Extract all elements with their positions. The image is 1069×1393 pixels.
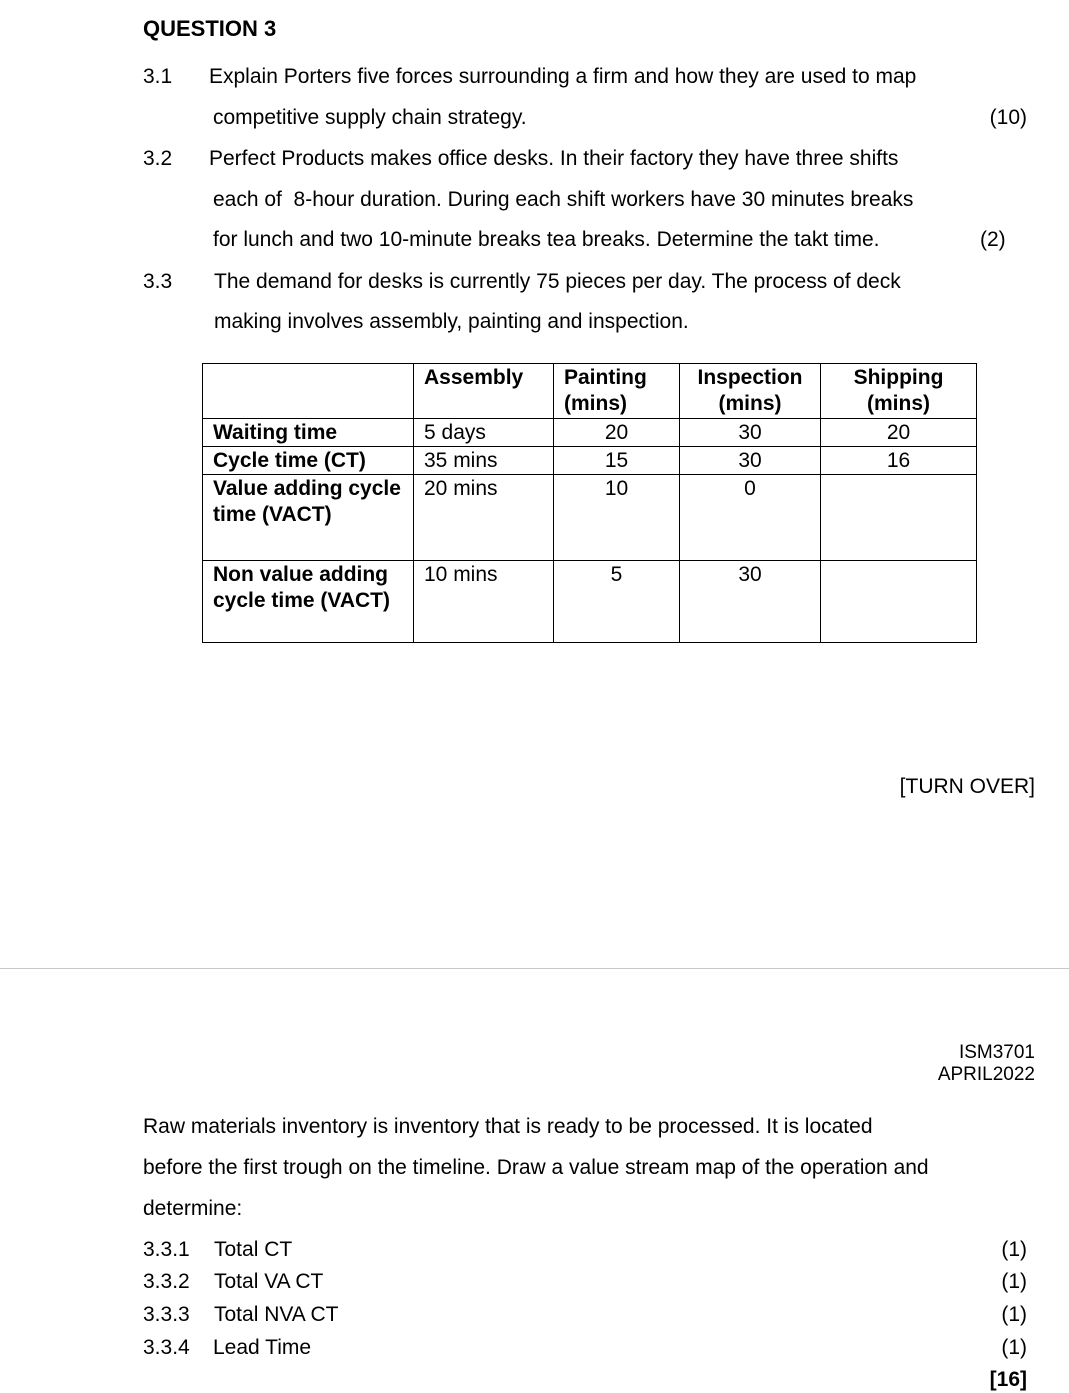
table-header-cell [203, 364, 414, 419]
question-3-1-line-2: competitive supply chain strategy. [213, 106, 527, 129]
question-3-3-line-2: making involves assembly, painting and inspection. [214, 310, 689, 333]
subquestion-text: Lead Time [213, 1336, 312, 1359]
subquestion-text: Total CT [214, 1238, 293, 1261]
subquestion-marks: (1) [1001, 1270, 1027, 1293]
question-3-2-marks: (2) [980, 228, 1006, 251]
question-3-1-marks: (10) [989, 106, 1027, 129]
table-cell: 20 [821, 419, 977, 447]
question-3-2-line-2: each of 8-hour duration. During each shift workers have 30 minutes breaks [213, 188, 914, 211]
row-label: Value adding cycle time (VACT) [203, 475, 414, 561]
subquestion-text: Total VA CT [214, 1270, 324, 1293]
table-row [203, 475, 977, 561]
table-cell: 30 [680, 419, 821, 447]
table-row [203, 419, 977, 447]
row-label: Waiting time [203, 419, 414, 447]
table-row [203, 447, 977, 475]
row-label: Non value adding cycle time (VACT) [203, 561, 414, 643]
question-number-3-2: 3.2 [143, 147, 173, 170]
turn-over-label: [TURN OVER] [899, 775, 1035, 798]
subquestion-marks: (1) [1001, 1336, 1027, 1359]
subquestion-number: 3.3.2 [143, 1270, 190, 1293]
question-3-2-line-1: Perfect Products makes office desks. In their factory they have three shifts [209, 147, 899, 170]
subquestion-text: Total NVA CT [214, 1303, 339, 1326]
question-number-3-1: 3.1 [143, 65, 173, 88]
table-header-cell: Inspection (mins) [680, 364, 821, 419]
page-divider [0, 968, 1069, 969]
question-3-2-line-3: for lunch and two 10-minute breaks tea breaks. Determine the takt time. [213, 228, 880, 251]
table-cell: 15 [554, 447, 680, 475]
question-3-3-line-1: The demand for desks is currently 75 pieces per day. The process of deck [214, 270, 901, 293]
question-3-1-line-1: Explain Porters five forces surrounding a firm and how they are used to map [209, 65, 917, 88]
table-cell: 20 mins [414, 475, 554, 561]
table-cell [821, 561, 977, 643]
table-header-row [203, 364, 977, 419]
exam-date: APRIL2022 [937, 1064, 1035, 1085]
continuation-line-3: determine: [143, 1197, 243, 1220]
table-header-cell: Shipping (mins) [821, 364, 977, 419]
course-code: ISM3701 [958, 1042, 1035, 1063]
table-cell: 0 [680, 475, 821, 561]
table-cell: 5 days [414, 419, 554, 447]
table-cell: 10 mins [414, 561, 554, 643]
subquestion-number: 3.3.1 [143, 1238, 190, 1261]
continuation-line-1: Raw materials inventory is inventory that is ready to be processed. It is located [143, 1115, 873, 1138]
table-row [203, 561, 977, 643]
table-header-cell: Painting (mins) [554, 364, 680, 419]
subquestion-marks: (1) [1001, 1303, 1027, 1326]
process-times-table [202, 363, 977, 643]
row-label: Cycle time (CT) [203, 447, 414, 475]
subquestion-number: 3.3.4 [143, 1336, 190, 1359]
question-number-3-3: 3.3 [143, 270, 173, 293]
table-cell [821, 475, 977, 561]
total-marks: [16] [989, 1368, 1027, 1391]
table-cell: 10 [554, 475, 680, 561]
table-header-cell: Assembly [414, 364, 554, 419]
continuation-line-2: before the first trough on the timeline. Draw a value stream map of the operation and [143, 1156, 929, 1179]
table-cell: 30 [680, 561, 821, 643]
table-cell: 16 [821, 447, 977, 475]
table-cell: 5 [554, 561, 680, 643]
question-title: QUESTION 3 [143, 16, 277, 41]
table-cell: 35 mins [414, 447, 554, 475]
subquestion-number: 3.3.3 [143, 1303, 190, 1326]
table-cell: 20 [554, 419, 680, 447]
subquestion-marks: (1) [1001, 1238, 1027, 1261]
table-cell: 30 [680, 447, 821, 475]
